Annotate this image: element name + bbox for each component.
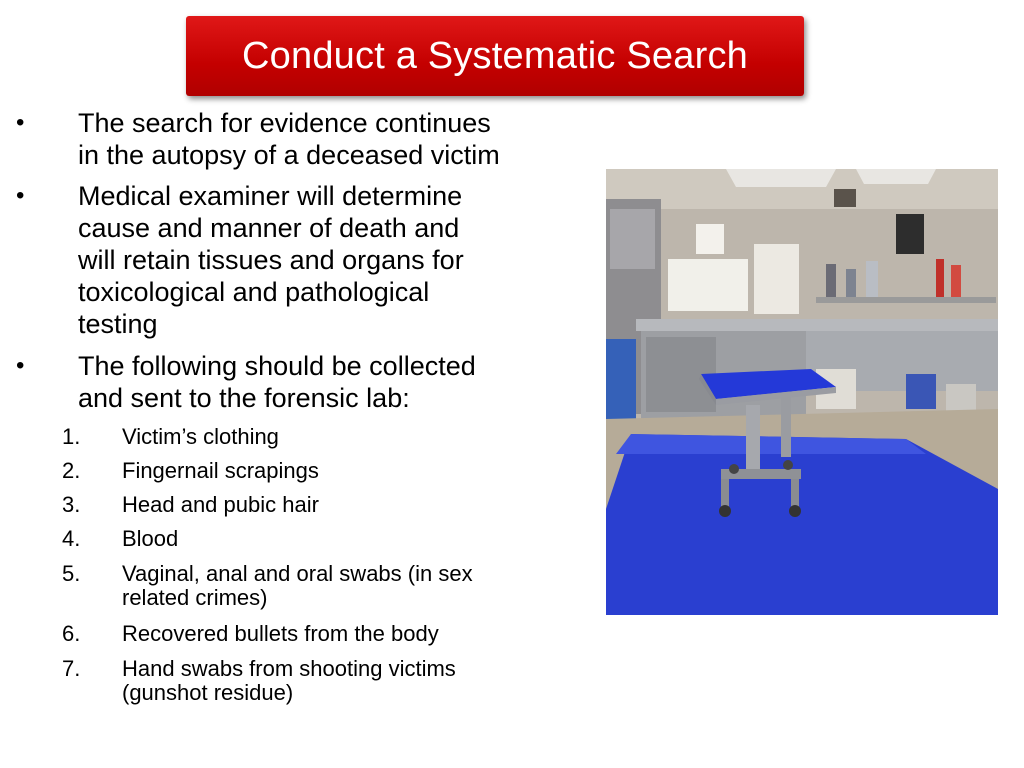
bullet-line: in the autopsy of a deceased victim [78, 140, 500, 170]
list-number: 7. [62, 656, 81, 681]
list-line: Hand swabs from shooting victims [122, 656, 456, 681]
bullet-line: Medical examiner will determine [78, 181, 463, 211]
bullet-line: will retain tissues and organs for [78, 245, 464, 275]
bullet-marker: • [16, 109, 25, 136]
bullet-line: cause and manner of death and [78, 213, 460, 243]
list-item [62, 424, 279, 449]
list-number: 2. [62, 458, 81, 483]
list-item [62, 656, 456, 705]
bullet-line: The following should be collected [78, 351, 476, 381]
list-item [62, 458, 319, 483]
bullet-marker: • [16, 182, 25, 209]
bullet-line: testing [78, 309, 158, 339]
list-item [62, 621, 439, 646]
list-line: Recovered bullets from the body [122, 621, 439, 646]
bullet-line: and sent to the forensic lab: [78, 383, 410, 413]
list-line: Blood [122, 526, 179, 551]
list-number: 4. [62, 526, 81, 551]
list-line: related crimes) [122, 585, 268, 610]
list-line: Victim’s clothing [122, 424, 279, 449]
list-line: Fingernail scrapings [122, 458, 319, 483]
bullet-item [16, 180, 464, 340]
list-number: 3. [62, 492, 81, 517]
slide-title: Conduct a Systematic Search [242, 34, 748, 77]
list-item [62, 526, 179, 551]
list-line: (gunshot residue) [122, 680, 294, 705]
list-number: 1. [62, 424, 81, 449]
bullet-item [16, 107, 500, 171]
list-number: 6. [62, 621, 81, 646]
bullet-line: toxicological and pathological [78, 277, 430, 307]
list-item [62, 492, 319, 517]
bullet-marker: • [16, 352, 25, 379]
bullet-line: The search for evidence continues [78, 108, 491, 138]
title-banner [186, 16, 804, 96]
autopsy-room-photo [606, 169, 998, 615]
list-item [62, 561, 473, 610]
list-line: Head and pubic hair [122, 492, 319, 517]
list-number: 5. [62, 561, 81, 586]
bullet-item [16, 350, 476, 414]
list-line: Vaginal, anal and oral swabs (in sex [122, 561, 473, 586]
